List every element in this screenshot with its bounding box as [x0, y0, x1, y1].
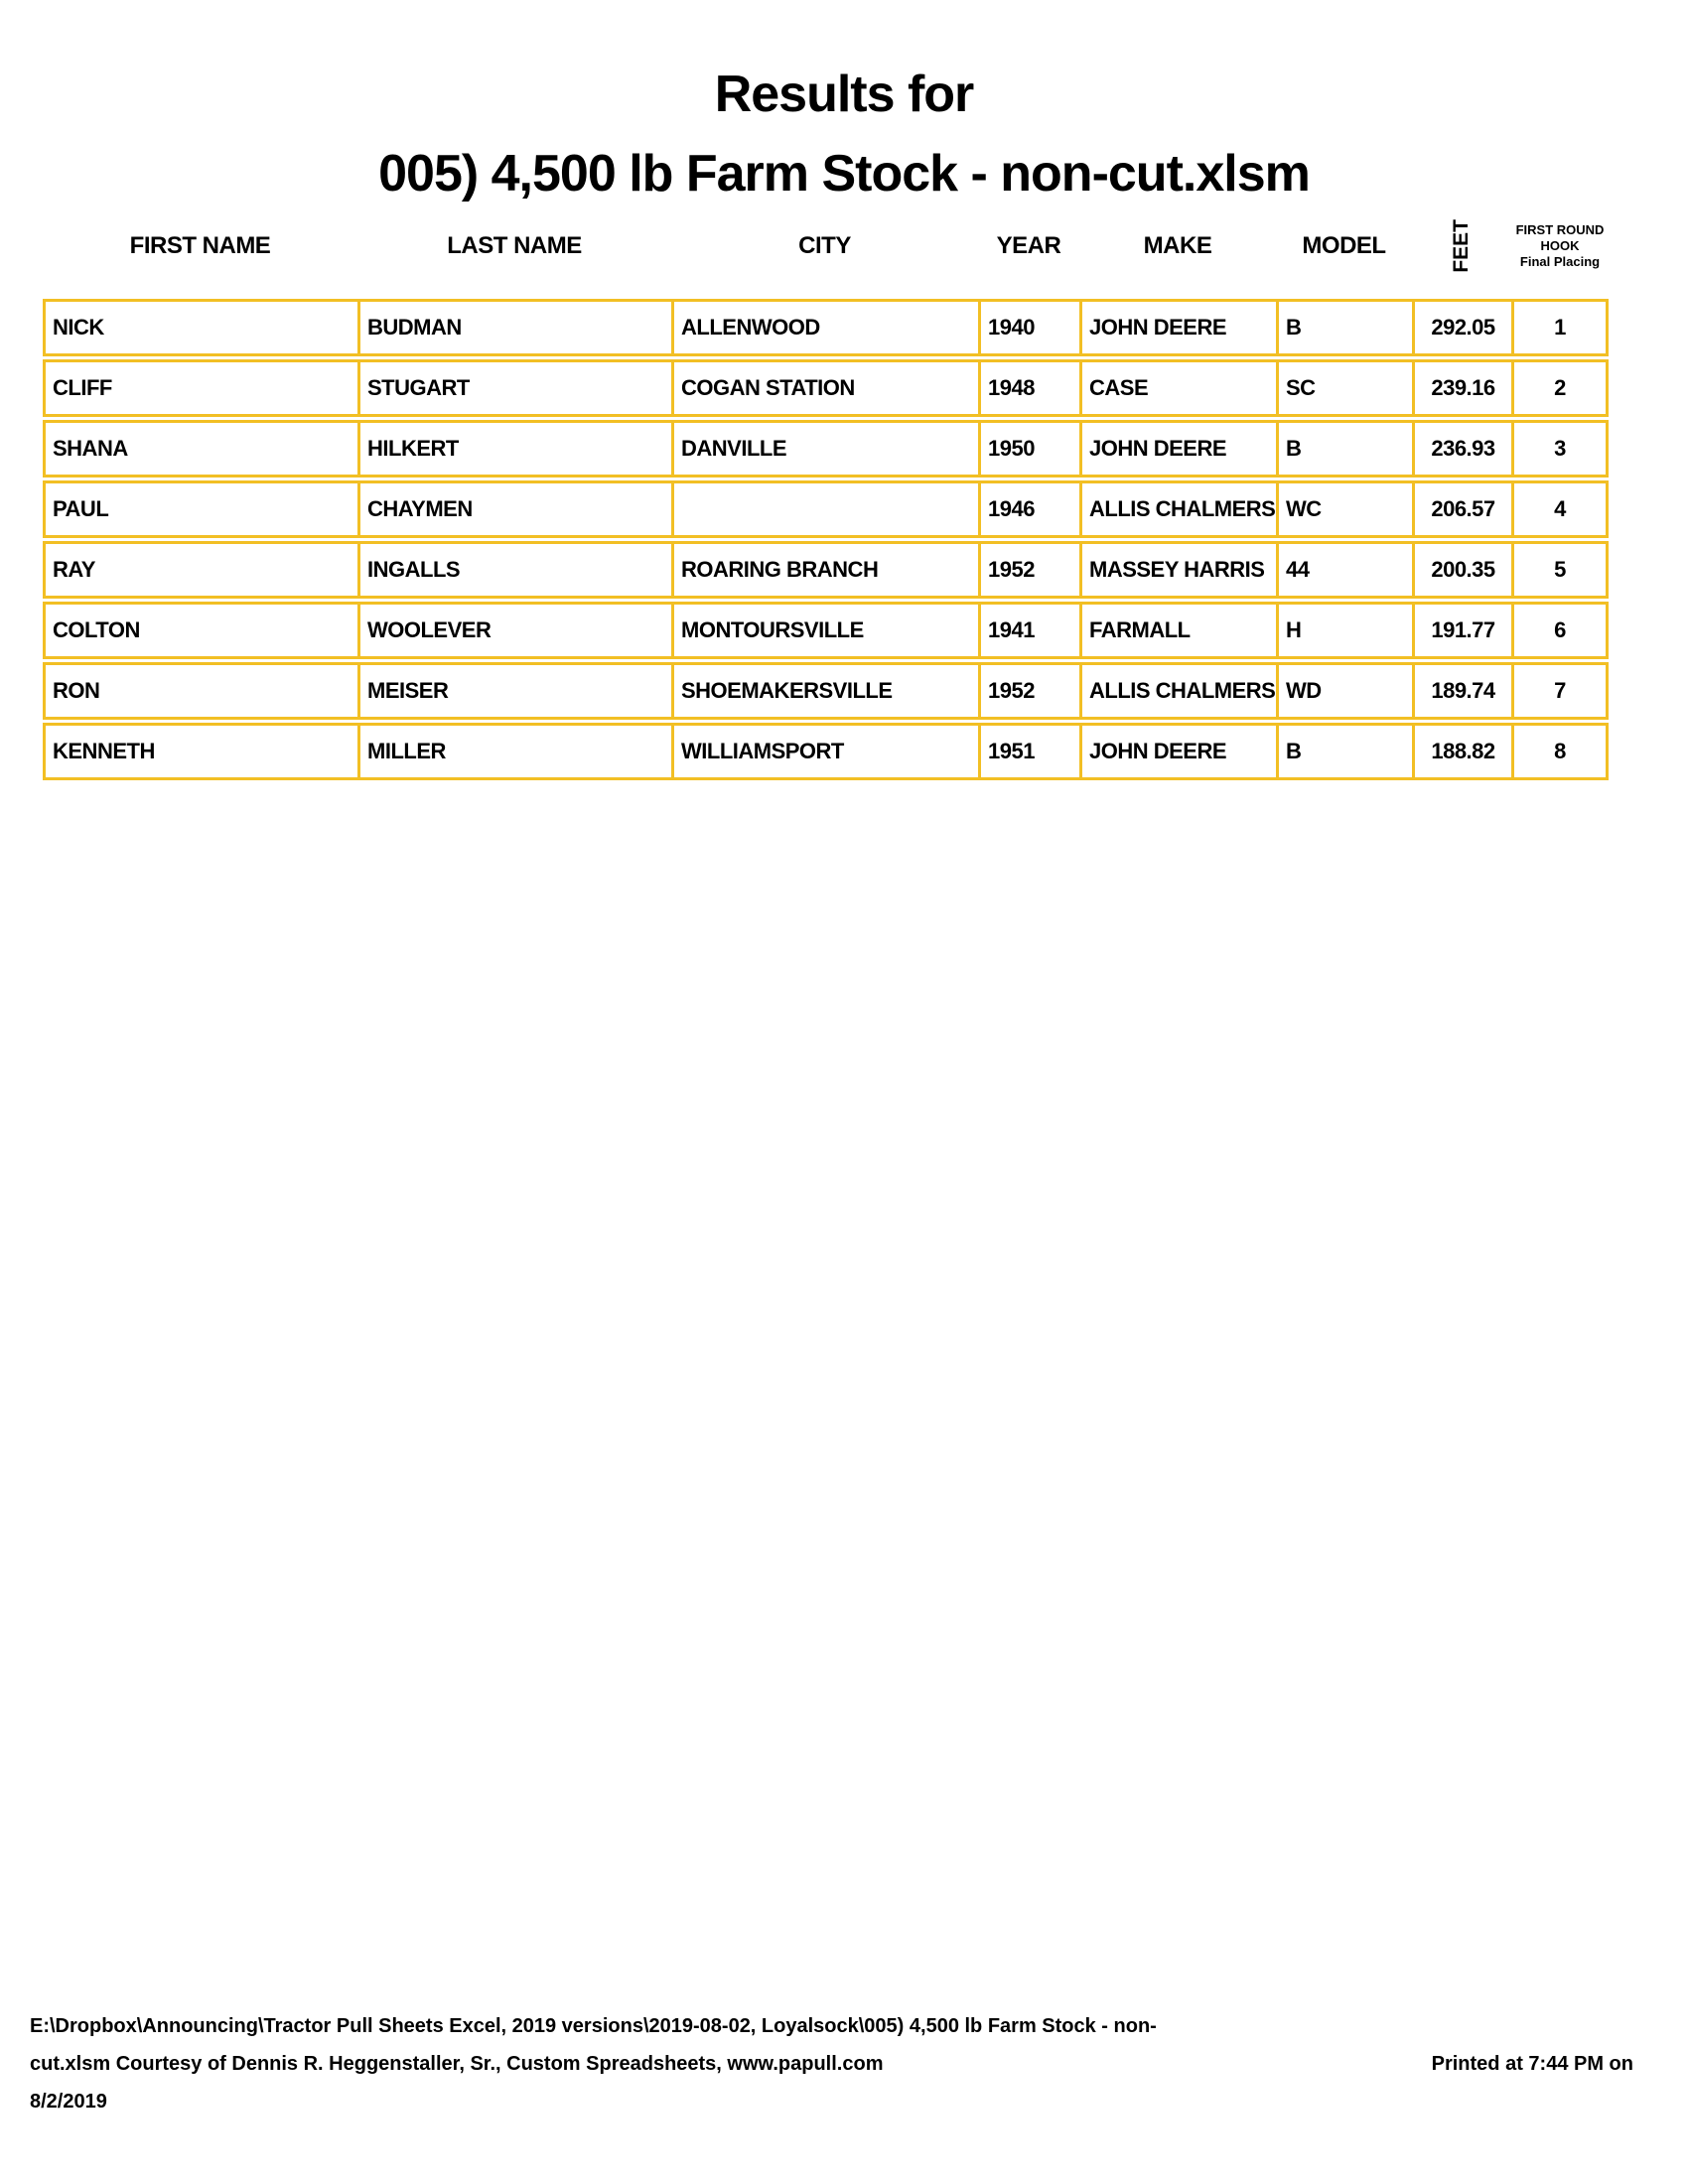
- footer-courtesy-text: cut.xlsm Courtesy of Dennis R. Heggenstaller, Sr., Custom Spreadsheets, www.papull.com: [30, 2053, 884, 2075]
- cell-feet: 200.35: [1412, 544, 1511, 596]
- cell-make: ALLIS CHALMERS: [1079, 483, 1276, 535]
- column-header-placing: [1511, 199, 1609, 293]
- cell-year: 1946: [978, 483, 1079, 535]
- table-row: [43, 662, 1609, 720]
- title-results-for: Results for: [714, 66, 974, 123]
- cell-model: B: [1276, 726, 1412, 777]
- cell-feet: 191.77: [1412, 605, 1511, 656]
- cell-first-name: RAY: [53, 557, 95, 582]
- cell-year: 1951: [978, 726, 1079, 777]
- cell-placing: 1: [1511, 302, 1606, 353]
- cell-make: JOHN DEERE: [1079, 726, 1276, 777]
- cell-make: ALLIS CHALMERS: [1079, 665, 1276, 717]
- column-header-model: MODEL: [1302, 231, 1386, 259]
- cell-city: MONTOURSVILLE: [671, 605, 978, 656]
- cell-model: B: [1276, 423, 1412, 475]
- cell-first-name: PAUL: [53, 496, 109, 521]
- cell-year: 1941: [978, 605, 1079, 656]
- cell-first-name: SHANA: [53, 436, 128, 461]
- column-header-first-name: FIRST NAME: [129, 231, 271, 259]
- cell-last-name: WOOLEVER: [357, 605, 671, 656]
- table-row: [43, 541, 1609, 599]
- cell-year: 1940: [978, 302, 1079, 353]
- cell-first-name: RON: [53, 678, 100, 703]
- cell-feet: 239.16: [1412, 362, 1511, 414]
- column-header-label-line: FIRST ROUND: [1515, 221, 1605, 237]
- cell-placing: 5: [1511, 544, 1606, 596]
- cell-city: [671, 483, 978, 535]
- column-header-feet: [1412, 199, 1511, 293]
- cell-first-name: NICK: [53, 315, 104, 340]
- column-header-label-line: Final Placing: [1519, 253, 1601, 269]
- table-row: [43, 420, 1609, 478]
- cell-city: SHOEMAKERSVILLE: [671, 665, 978, 717]
- cell-placing: 7: [1511, 665, 1606, 717]
- cell-placing: 8: [1511, 726, 1606, 777]
- cell-year: 1952: [978, 544, 1079, 596]
- cell-placing: 6: [1511, 605, 1606, 656]
- table-row: [43, 723, 1609, 780]
- cell-feet: 189.74: [1412, 665, 1511, 717]
- cell-city: DANVILLE: [671, 423, 978, 475]
- cell-first-name: KENNETH: [53, 739, 155, 763]
- column-header-last-name: LAST NAME: [447, 231, 582, 259]
- title-class-name: 005) 4,500 lb Farm Stock - non-cut.xlsm: [378, 145, 1310, 203]
- cell-model: H: [1276, 605, 1412, 656]
- cell-make: JOHN DEERE: [1079, 423, 1276, 475]
- table-row: [43, 480, 1609, 538]
- cell-feet: 206.57: [1412, 483, 1511, 535]
- footer-print-date: 8/2/2019: [30, 2091, 107, 2113]
- column-header-year: YEAR: [996, 231, 1061, 259]
- cell-last-name: INGALLS: [357, 544, 671, 596]
- footer: [30, 2007, 1633, 2120]
- cell-feet: 188.82: [1412, 726, 1511, 777]
- cell-model: 44: [1276, 544, 1412, 596]
- cell-model: WD: [1276, 665, 1412, 717]
- cell-last-name: HILKERT: [357, 423, 671, 475]
- column-header-make: MAKE: [1143, 231, 1212, 259]
- cell-year: 1950: [978, 423, 1079, 475]
- cell-first-name: COLTON: [53, 617, 140, 642]
- cell-model: SC: [1276, 362, 1412, 414]
- cell-last-name: BUDMAN: [357, 302, 671, 353]
- cell-placing: 4: [1511, 483, 1606, 535]
- table-row: [43, 299, 1609, 356]
- cell-make: FARMALL: [1079, 605, 1276, 656]
- page-title: [0, 55, 1688, 213]
- footer-file-path: E:\Dropbox\Announcing\Tractor Pull Sheets Excel, 2019 versions\2019-08-02, Loyalsock\005) 4,500 lb Farm Stock - non-: [30, 2015, 1157, 2037]
- footer-printed-at: Printed at 7:44 PM on: [1431, 2053, 1633, 2075]
- footer-courtesy-line: [30, 2045, 1633, 2083]
- cell-city: ROARING BRANCH: [671, 544, 978, 596]
- table-column-headers: [43, 199, 1609, 293]
- column-header-label-line: HOOK: [1540, 237, 1580, 253]
- results-table: [43, 299, 1609, 783]
- cell-city: COGAN STATION: [671, 362, 978, 414]
- cell-last-name: MEISER: [357, 665, 671, 717]
- cell-feet: 236.93: [1412, 423, 1511, 475]
- cell-model: B: [1276, 302, 1412, 353]
- cell-first-name: CLIFF: [53, 375, 112, 400]
- cell-make: MASSEY HARRIS: [1079, 544, 1276, 596]
- cell-feet: 292.05: [1412, 302, 1511, 353]
- cell-model: WC: [1276, 483, 1412, 535]
- cell-last-name: STUGART: [357, 362, 671, 414]
- cell-last-name: CHAYMEN: [357, 483, 671, 535]
- table-row: [43, 359, 1609, 417]
- column-header-label: FEET: [1450, 218, 1473, 273]
- cell-make: JOHN DEERE: [1079, 302, 1276, 353]
- cell-year: 1952: [978, 665, 1079, 717]
- cell-city: ALLENWOOD: [671, 302, 978, 353]
- column-header-city: CITY: [798, 231, 851, 259]
- cell-city: WILLIAMSPORT: [671, 726, 978, 777]
- cell-placing: 2: [1511, 362, 1606, 414]
- cell-last-name: MILLER: [357, 726, 671, 777]
- cell-year: 1948: [978, 362, 1079, 414]
- table-row: [43, 602, 1609, 659]
- cell-placing: 3: [1511, 423, 1606, 475]
- cell-make: CASE: [1079, 362, 1276, 414]
